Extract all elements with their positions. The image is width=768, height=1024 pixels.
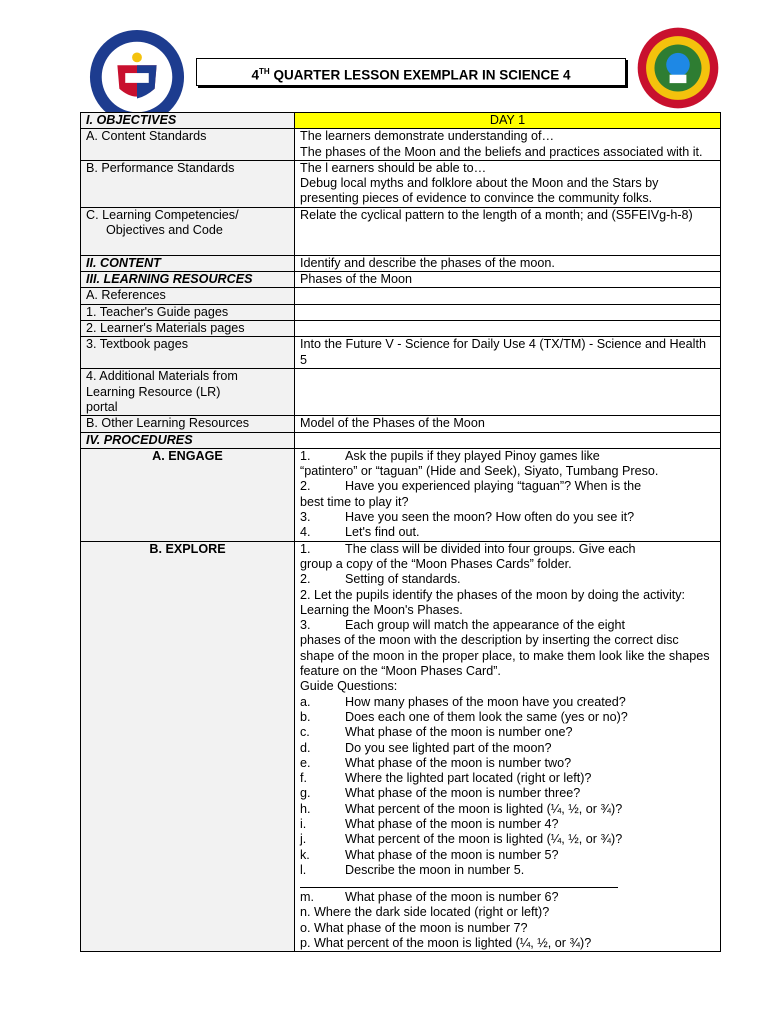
references-label: A. References <box>81 288 295 304</box>
content-standards-label: A. Content Standards <box>81 129 295 161</box>
guide-questions-heading: Guide Questions: <box>300 679 398 694</box>
guide-question-letter: i. <box>300 816 307 831</box>
guide-question-text: What phase of the moon is number one? <box>345 725 573 740</box>
objectives-label: I. OBJECTIVES <box>81 113 295 129</box>
textbook-row <box>81 337 721 369</box>
guide-question-letter: b. <box>300 709 311 724</box>
resources-label: III. LEARNING RESOURCES <box>81 272 295 288</box>
procedures-row <box>81 432 721 448</box>
explore-row <box>81 541 721 952</box>
guide-question-text: Do you see lighted part of the moon? <box>345 740 552 755</box>
guide-question-text: What percent of the moon is lighted (¼, ½, or ¾)? <box>345 832 623 847</box>
guide-question-letter: c. <box>300 725 310 740</box>
guide-question-letter: e. <box>300 755 311 770</box>
explore-value: 1. The class will be divided into four groups. Give each group a copy of the “Moon Phases Cards” folder. 2. Setting of standards. 2. Let the pupils identify the phases of the moon by doing the activity: Learning the Moon's Phases. 3. Each group will match the appearance of the eight phases of the moon with the description by inserting the correct disc shape of the moon in the proper place, to make them look like the shapes feature on the “Moon Phases Card”. Guide Questions: a. How many phases of the moon have you created? b. Does each one of them look the same (yes or no)? c. What phase of the moon is number one? d. Do you see lighted part of the moon? e. What phase of the moon is number two? f. Where the lighted part located (right or left)? g. What phase of the moon is number three? h. What percent of the moon is lighted (¼, ½, or ¾)? i. What phase of the moon is number 4? j. What percent of the moon is lighted (¼, ½, or ¾)? k. What phase of the moon is number 5? l. Describe the moon in number 5. m. What phase of the moon is number 6? n. Where the dark side located (right or left)? o. What phase of the moon is number 7? p. What percent of the moon is lighted (¼, ½, or ¾)? <box>295 541 721 952</box>
content-standards-row <box>81 129 721 161</box>
teachers-guide-label: 1. Teacher's Guide pages <box>81 304 295 320</box>
additional-materials-value <box>295 369 721 416</box>
guide-question-item <box>300 695 715 710</box>
references-row <box>81 288 721 304</box>
guide-question-item <box>300 771 715 786</box>
division-seal-logo <box>636 26 720 110</box>
guide-question-text: What percent of the moon is lighted (¼, ½, or ¾)? <box>345 801 623 816</box>
guide-question-item <box>300 817 715 832</box>
content-standards-value: The learners demonstrate understanding of… The phases of the Moon and the beliefs and practices associated with it. <box>295 129 721 161</box>
competencies-label: C. Learning Competencies/ Objectives and Code <box>81 207 295 255</box>
day-header: DAY 1 <box>295 113 721 129</box>
guide-question-text: What phase of the moon is number 4? <box>345 816 559 831</box>
guide-question-letter: h. <box>300 801 311 816</box>
guide-question-item <box>300 863 715 878</box>
guide-question-text: Describe the moon in number 5. <box>345 862 525 877</box>
content-row <box>81 255 721 271</box>
procedures-value <box>295 432 721 448</box>
performance-standards-label: B. Performance Standards <box>81 160 295 207</box>
guide-question-item <box>300 832 715 847</box>
engage-value: 1. Ask the pupils if they played Pinoy games like “patintero” or “taguan” (Hide and Seek), Siyato, Tumbang Preso. 2. Have you experienced playing “taguan”? When is the best time to play it? 3. Have you seen the moon? How often do you see it? 4. Let's find out. <box>295 448 721 541</box>
content-value: Identify and describe the phases of the moon. <box>295 255 721 271</box>
guide-questions-list <box>300 695 715 879</box>
guide-question-item <box>300 848 715 863</box>
guide-question-letter: g. <box>300 786 311 801</box>
guide-question-letter: a. <box>300 694 311 709</box>
other-resources-label: B. Other Learning Resources <box>81 416 295 432</box>
guide-question-text: What phase of the moon is number 5? <box>345 847 559 862</box>
other-resources-value: Model of the Phases of the Moon <box>295 416 721 432</box>
engage-row <box>81 448 721 541</box>
guide-question-letter: j. <box>300 832 307 847</box>
resources-row <box>81 272 721 288</box>
guide-question-item <box>300 786 715 801</box>
lesson-table <box>80 112 721 952</box>
guide-question-letter: l. <box>300 862 307 877</box>
teachers-guide-row <box>81 304 721 320</box>
resources-value: Phases of the Moon <box>295 272 721 288</box>
procedures-label: IV. PROCEDURES <box>81 432 295 448</box>
objectives-row <box>81 113 721 129</box>
additional-materials-row <box>81 369 721 416</box>
guide-question-letter: f. <box>300 771 307 786</box>
guide-question-text: What phase of the moon is number two? <box>345 755 572 770</box>
learners-materials-value <box>295 320 721 336</box>
additional-materials-label: 4. Additional Materials from Learning Resource (LR) portal <box>81 369 295 416</box>
performance-standards-row <box>81 160 721 207</box>
teachers-guide-value <box>295 304 721 320</box>
guide-question-item <box>300 725 715 740</box>
guide-question-item <box>300 741 715 756</box>
competencies-row <box>81 207 721 255</box>
explore-label: B. EXPLORE <box>81 541 295 952</box>
guide-question-text: Does each one of them look the same (yes or no)? <box>345 709 628 724</box>
performance-standards-value: The l earners should be able to… Debug local myths and folklore about the Moon and the Stars by presenting pieces of evidence to convince the community folks. <box>295 160 721 207</box>
learners-materials-label: 2. Learner's Materials pages <box>81 320 295 336</box>
learners-materials-row <box>81 320 721 336</box>
guide-question-text: What phase of the moon is number three? <box>345 786 581 801</box>
guide-question-text: How many phases of the moon have you created? <box>345 694 626 709</box>
guide-question-item <box>300 802 715 817</box>
document-title: 4TH QUARTER LESSON EXEMPLAR IN SCIENCE 4 <box>196 58 626 86</box>
guide-question-letter: d. <box>300 740 311 755</box>
competencies-value: Relate the cyclical pattern to the length of a month; and (S5FEIVg-h-8) <box>295 207 721 255</box>
engage-label: A. ENGAGE <box>81 448 295 541</box>
content-label: II. CONTENT <box>81 255 295 271</box>
textbook-label: 3. Textbook pages <box>81 337 295 369</box>
guide-question-letter: k. <box>300 847 310 862</box>
answer-blank-line <box>300 878 618 888</box>
guide-question-item <box>300 710 715 725</box>
references-value <box>295 288 721 304</box>
guide-question-text: Where the lighted part located (right or left)? <box>345 771 592 786</box>
other-resources-row <box>81 416 721 432</box>
guide-question-item <box>300 756 715 771</box>
textbook-value: Into the Future V - Science for Daily Use 4 (TX/TM) - Science and Health 5 <box>295 337 721 369</box>
